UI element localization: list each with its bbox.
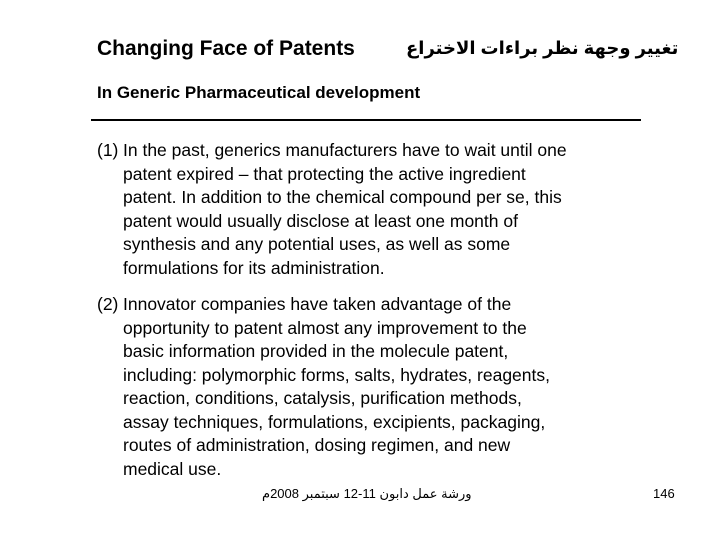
text-line: patent expired – that protecting the active ingredient — [123, 163, 526, 184]
text-line: including: polymorphic forms, salts, hydrates, reagents, — [123, 364, 550, 385]
list-item — [97, 139, 567, 280]
slide-title-arabic: تغيير وجهة نظر براءات الاختراع — [406, 38, 679, 58]
footer-event-caption: ورشة عمل دابون 11-12 سبتمبر 2008م — [262, 486, 472, 501]
text-line: patent. In addition to the chemical compound per se, this — [123, 187, 562, 207]
text-line: synthesis and any potential uses, as well as some — [123, 234, 511, 254]
list-item-number: (1) — [97, 140, 119, 160]
list-item-text — [123, 293, 550, 481]
list-item — [97, 293, 550, 481]
list-item-number: (2) — [97, 294, 119, 314]
slide-subtitle: In Generic Pharmaceutical development — [97, 83, 421, 102]
text-line: patent would usually disclose at least one month of — [123, 210, 518, 231]
text-line: Innovator companies have taken advantage of the — [123, 294, 512, 314]
list-item-text — [123, 139, 567, 280]
text-line: reaction, conditions, catalysis, purification methods, — [123, 388, 522, 408]
text-line: formulations for its administration. — [123, 257, 385, 278]
text-line: In the past, generics manufacturers have to wait until one — [123, 140, 567, 160]
title-divider — [91, 119, 641, 121]
page-number: 146 — [653, 486, 675, 501]
slide-title: Changing Face of Patents — [97, 37, 355, 60]
text-line: medical use. — [123, 458, 222, 479]
text-line: opportunity to patent almost any improvement to the — [123, 317, 527, 338]
text-line: routes of administration, dosing regimen, and new — [123, 435, 511, 455]
text-line: assay techniques, formulations, excipients, packaging, — [123, 411, 546, 432]
text-line: basic information provided in the molecule patent, — [123, 341, 509, 361]
